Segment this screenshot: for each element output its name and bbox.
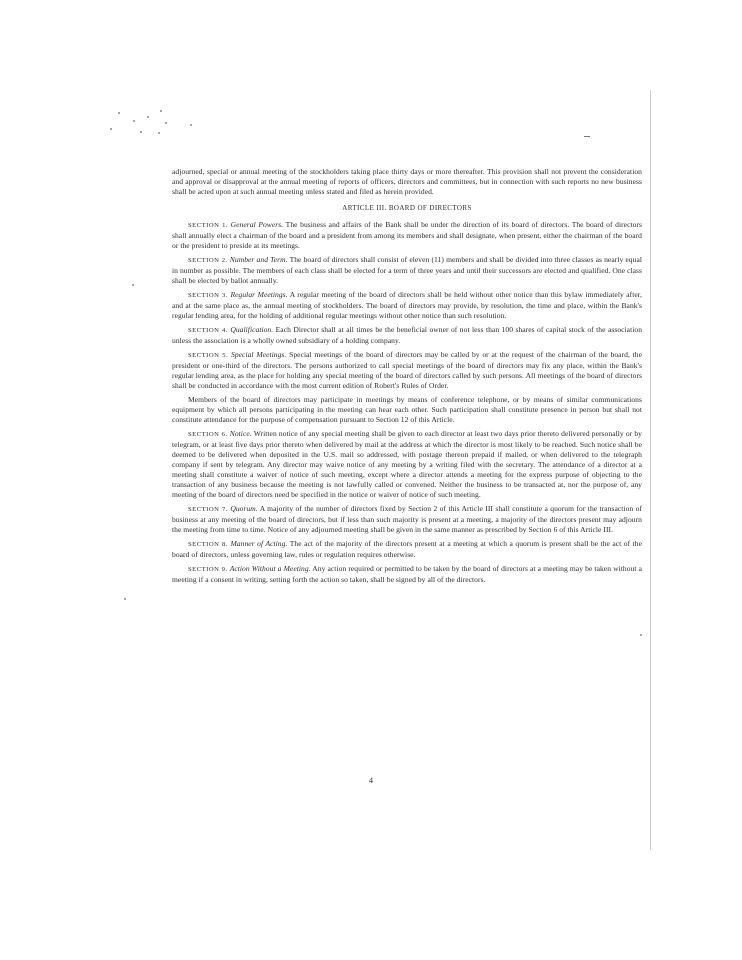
scan-speck [132,284,134,286]
article-heading: ARTICLE III. BOARD OF DIRECTORS [342,204,472,212]
section-label: SECTION 3. [188,292,228,299]
document-body [172,167,642,589]
section-label: SECTION 6. [188,431,228,438]
section-label: SECTION 8. [188,541,228,548]
section-2 [172,255,642,286]
scan-speck [190,124,192,126]
section-text: The act of the majority of the directors present at a meeting at which a quorum is present shall be the act of the board of directors, unless governing law, rules or regulation requires otherwise. [172,539,643,559]
section-text: A regular meeting of the board of directors shall be held without other notice than this bylaw immediately after, and at the same place as, the annual meeting of stockholders. The board of directors may provide, by resolution, the time and place, within the Bank's regular lending area, for the holding of additional regular meetings without other notice than such resolution. [172,290,642,320]
section-label: SECTION 4. [188,327,228,334]
section-9 [172,564,642,585]
section-label: SECTION 7. [188,506,228,513]
section-label: SECTION 2. [188,257,228,264]
section-title: Action Without a Meeting. [229,564,311,573]
intro-paragraph: adjourned, special or annual meeting of the stockholders taking place thirty days or more thereafter. This provision shall not prevent the consideration and approval or disapproval at the annual meeting of reports of officers, directors and committees, but in connection with such reports no new business shall be acted upon at such annual meeting unless stated and filed as herein provided. [172,167,642,196]
section-title: Quorum. [230,504,258,513]
section-title: Qualification. [230,325,274,334]
scan-speck [110,128,112,130]
page-number: 4 [369,776,373,785]
section-7 [172,504,642,535]
section-text: Each Director shall at all times be the beneficial owner of not less than 100 shares of capital stock of the association unless the association is a wholly owned subsidiary of a holding company. [172,325,643,345]
section-8 [172,539,642,560]
section-4 [172,325,642,346]
scan-speck [124,598,126,600]
scan-speck [147,116,149,118]
section-text: The board of directors shall consist of eleven (11) members and shall be divided into three classes as nearly equal in number as possible. The members of each class shall be elected for a term of three years and until their successors are elected and qualified. One class shall be elected by ballot annually. [172,255,643,285]
section-title: Manner of Acting. [230,539,288,548]
scan-speck [160,110,162,112]
section-title: Number and Term. [229,255,288,264]
scan-speck [158,132,160,134]
scan-mark [584,136,590,137]
section-label: SECTION 9. [188,566,228,573]
section-title: Special Meetings. [231,350,287,359]
scan-speck [640,634,642,636]
section-label: SECTION 1. [188,222,229,229]
scan-speck [165,122,167,124]
scan-speck [140,131,142,133]
section-text: Special meetings of the board of directors may be called by or at the request of the chairman of the board, the president or one-third of the directors. The persons authorized to call special meetings of the board of directors may fix any place, within the Bank's regular lending area, as the place for holding any special meeting of the board of directors called by such persons. All meetings of the board of directors shall be conducted in accordance with the most current edition of Robert's Rules of Order. [172,350,643,390]
section-text: Written notice of any special meeting shall be given to each director at least two days prior thereto delivered personally or by telegram, or at least five days prior thereto when delivered by mail at the address at which the director is most likely to be reached. Such notice shall be deemed to be delivered when deposited in the U.S. mail so addressed, with postage thereon prepaid if mailed, or when delivered to the telegraph company if sent by telegram. Any director may waive notice of any meeting by a writing filed with the secretary. The attendance of a director at a meeting shall constitute a waiver of notice of such meeting, except where a director attends a meeting for the express purpose of objecting to the transaction of any business because the meeting is not lawfully called or convened. Neither the business to be transacted at, nor the purpose of, any meeting of the board of directors need be specified in the notice or waiver of notice of such meeting. [172,429,642,499]
section-title: Notice. [229,429,252,438]
section-label: SECTION 5. [188,352,229,359]
section-1 [172,220,642,251]
section-3 [172,290,642,321]
members-paragraph: Members of the board of directors may participate in meetings by means of conference telephone, or by means of similar communications equipment by which all persons participating in the meeting can hear each other. Such participation shall constitute presence in person but shall not constitute attendance for the purpose of compensation pursuant to Section 12 of this Article. [172,395,642,424]
section-text: The business and affairs of the Bank shall be under the direction of its board of directors. The board of directors shall annually elect a chairman of the board and a president from among its members and shall designate, when present, either the chairman of the board or the president to preside at its meetings. [172,220,642,250]
section-title: General Powers. [230,220,284,229]
section-6 [172,429,642,500]
section-text: A majority of the number of directors fixed by Section 2 of this Article III shall constitute a quorum for the transaction of business at any meeting of the board of directors, but if less than such majority is present at a meeting, a majority of the directors present may adjourn the meeting from time to time. Notice of any adjourned meeting shall be given in the same manner as prescribed by Section 6 of this Article III. [172,504,643,534]
section-5 [172,350,642,391]
scan-speck [118,112,120,114]
section-title: Regular Meetings. [230,290,288,299]
scan-edge-line [650,90,651,850]
section-text: Any action required or permitted to be taken by the board of directors at a meeting may be taken without a meeting if a consent in writing, setting forth the action so taken, shall be signed by all of the directors. [172,564,642,584]
scan-speck [133,120,135,122]
